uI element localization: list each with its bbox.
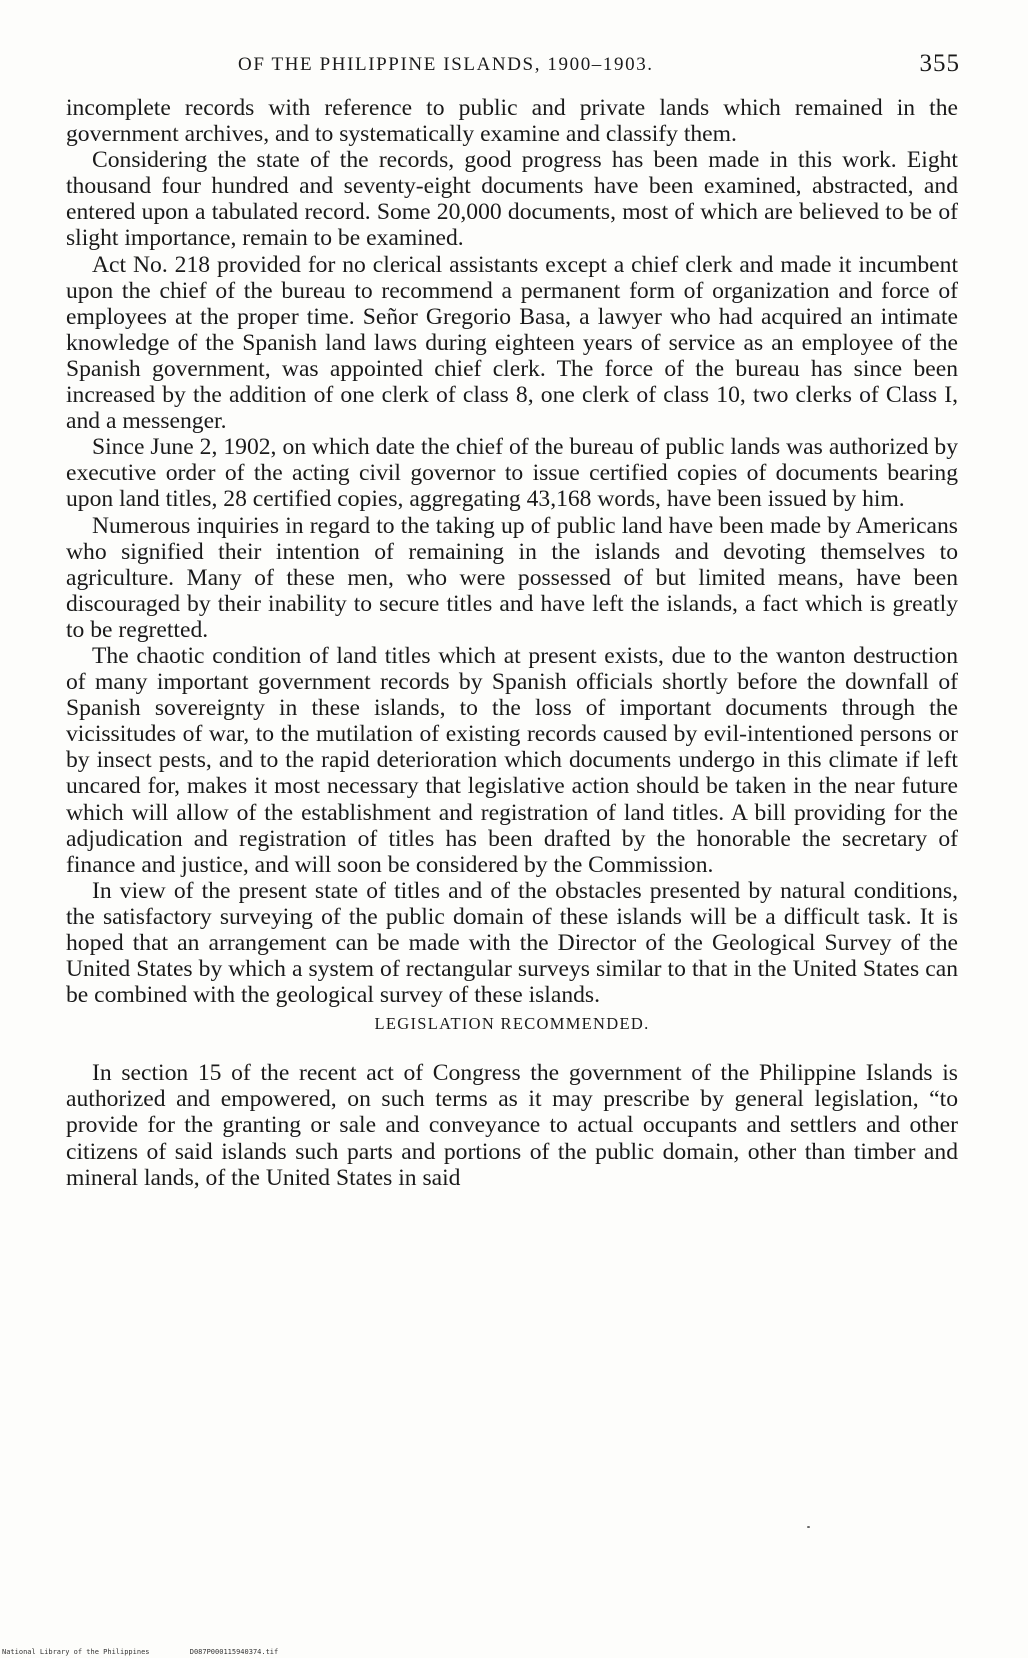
paragraph-certified-copies: Since June 2, 1902, on which date the chief of the bureau of public lands was authorized by executive order of the acting civil governor to issue certified copies of documents bearing upon land titles, 28 certified copies, aggregating 43,168 words, have been issued by him. — [66, 434, 958, 513]
paper-speck — [807, 1526, 810, 1528]
paragraph-surveying: In view of the present state of titles and of the obstacles presented by natural conditions, the satisfactory surveying of the public domain of these islands will be a difficult task. It is hoped that an arrangement can be made with the Director of the Geological Survey of the United States by which a system of rectangular surveys similar to that in the United States can be combined with the geological survey of these islands. — [66, 877, 958, 1009]
section-heading: LEGISLATION RECOMMENDED. — [374, 1014, 650, 1034]
paragraph-records-progress: Considering the state of the records, good progress has been made in this work. Eight thousand four hundred and seventy-eight documents have been examined, abstracted, and entered upon a tabulated record. Some 20,000 documents, most of which are believed to be of slight importance, remain to be examined. — [66, 147, 958, 252]
paragraph-land-titles: The chaotic condition of land titles which at present exists, due to the wanton destruction of many important government records by Spanish officials shortly before the downfall of Spanish sovereignty in these islands, to the loss of important documents through the vicissitudes of war, to the mutilation of existing records caused by evil-intentioned persons or by insect pests, and to the rapid deterioration which documents undergo in this climate if left uncared for, makes it most necessary that legislative action should be taken in the near future which will allow of the establishment and registration of land titles. A bill providing for the adjudication and registration of titles has been drafted by the honorable the secretary of finance and justice, and will soon be considered by the Commission. — [66, 642, 958, 878]
paragraph-inquiries: Numerous inquiries in regard to the taking up of public land have been made by Americans who signified their intention of remaining in the islands and devoting themselves to agriculture. Many of these men, who were possessed of but limited means, have been discouraged by their inability to secure titles and have left the islands, a fact which is greatly to be regretted. — [66, 512, 958, 643]
paragraph-section-15: In section 15 of the recent act of Congress the government of the Philippine Islands is authorized and empowered, on such terms as it may prescribe by general legislation, “to provide for the granting or sale and conveyance to actual occupants and settlers and other citizens of said islands such parts and portions of the public domain, other than timber and mineral lands, of the United States in said — [66, 1060, 958, 1191]
running-head — [60, 52, 960, 82]
running-title: OF THE PHILIPPINE ISLANDS, 1900–1903. — [238, 54, 654, 75]
paragraph-act-218: Act No. 218 provided for no clerical assistants except a chief clerk and made it incumbent upon the chief of the bureau to recommend a permanent form of organization and force of employees at the proper time. Señor Gregorio Basa, a lawyer who had acquired an intimate knowledge of the Spanish land laws during eighteen years of service as an employee of the Spanish government, was appointed chief clerk. The force of the bureau has since been increased by the addition of one clerk of class 8, one clerk of class 10, two clerks of Class I, and a messenger. — [66, 251, 958, 435]
footer-identifier: D087P000115940374.tif — [189, 1648, 279, 1656]
scan-footer — [2, 1648, 314, 1656]
footer-library: National Library of the Philippines — [2, 1648, 150, 1656]
page-number: 355 — [919, 50, 960, 77]
paragraph-continuation: incomplete records with reference to public and private lands which remained in the government archives, and to systematically examine and classify them. — [66, 95, 958, 148]
body-text — [66, 95, 958, 1191]
